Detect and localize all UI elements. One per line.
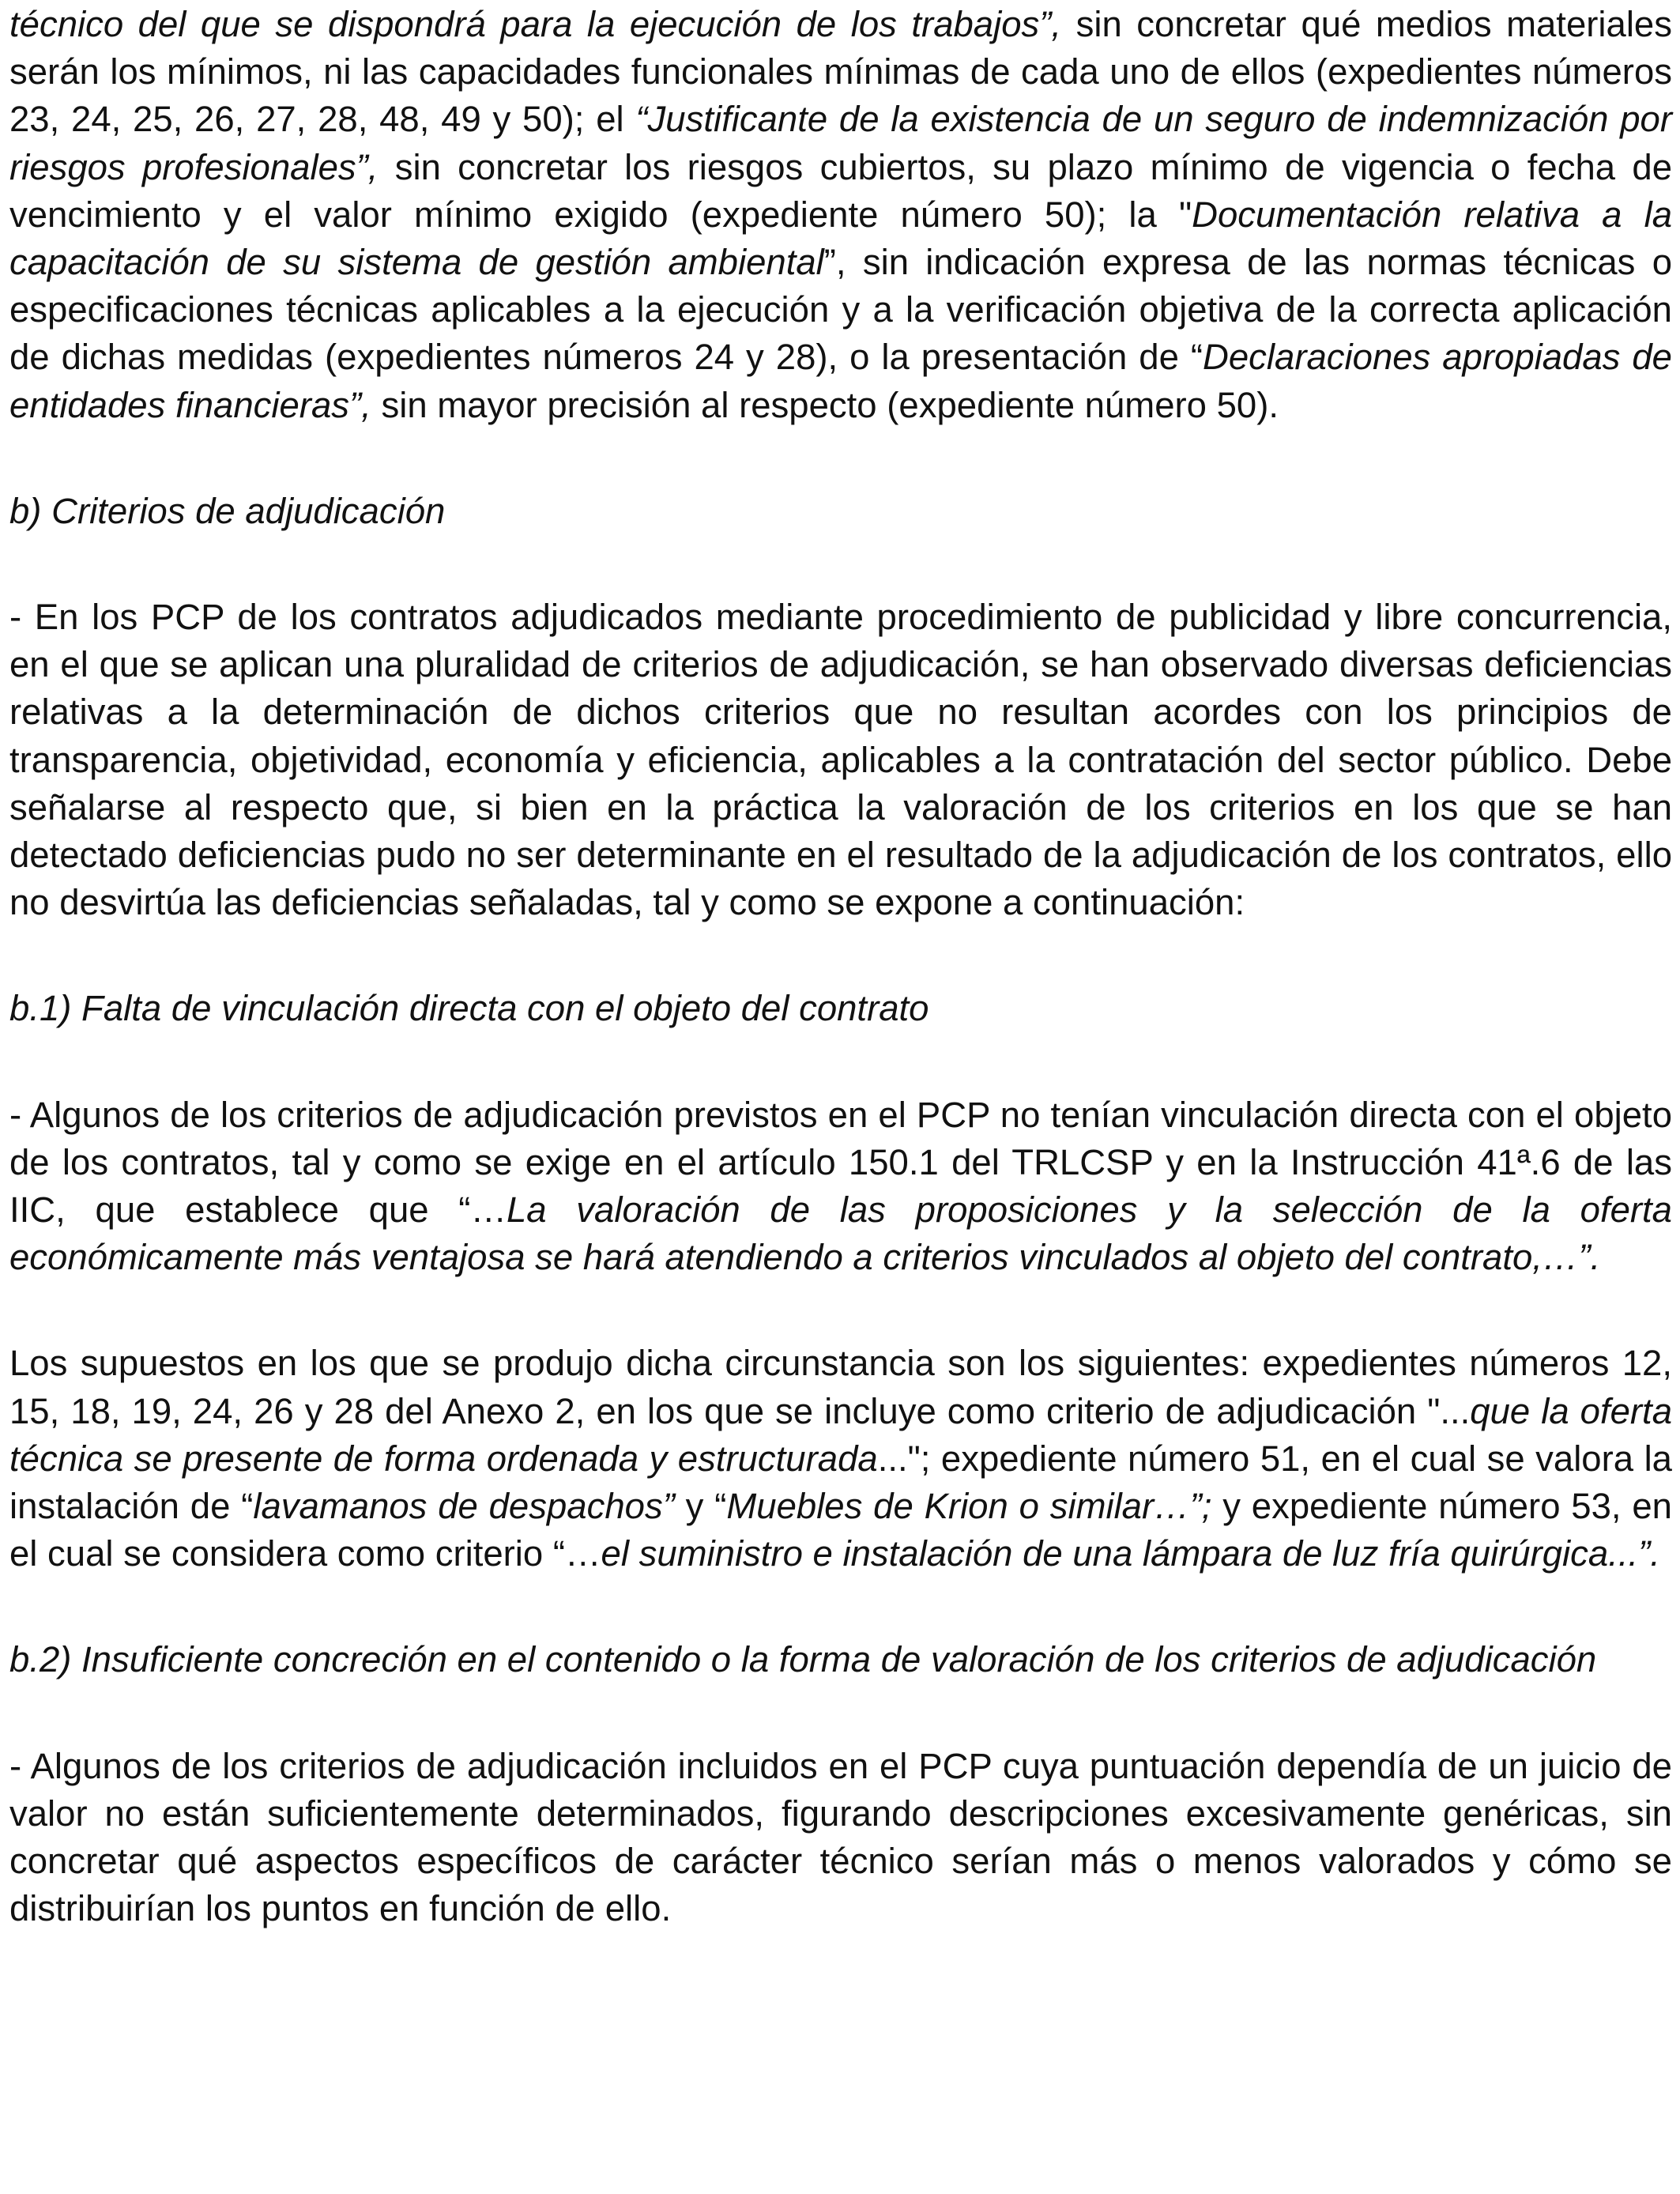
paragraph-juicio-valor [9,1743,1672,1933]
italic-text-run: técnico del que se dispondrá para la ejecución de los trabajos”, [9,4,1062,44]
text-run: y expediente número 53, en el cual se considera como criterio “… [9,1486,1672,1574]
italic-text-run: Muebles de Krion o similar…”; [726,1486,1212,1527]
italic-text-run: “Justificante de la existencia de un seguro de indemnización por riesgos profesionales”, [9,99,1672,187]
text-run: ”, sin indicación expresa de las normas técnicas o especificaciones técnicas aplicables a la ejecución y a la verificación objetiva de la correcta aplicación de dichas medidas (expedientes números 24 y 28), o la presentación de “ [9,242,1672,378]
document-page [9,0,1672,1933]
italic-text-run: Documentación relativa a la capacitación de su sistema de gestión ambiental [9,194,1672,283]
paragraph-vinculacion-objeto [9,1091,1672,1282]
text-run: - Algunos de los criterios de adjudicación incluidos en el PCP cuya puntuación dependía de un juicio de valor no están suficientemente determinados, figurando descripciones excesivamente genéricas, sin concretar qué aspectos específicos de carácter técnico serían más o menos valorados y cómo se distribuirían los puntos en función de ello. [9,1745,1672,1929]
text-run: sin concretar qué medios materiales serán los mínimos, ni las capacidades funcionales mínimas de cada uno de ellos (expedientes números 23, 24, 25, 26, 27, 28, 48, 49 y 50); el [9,4,1672,140]
italic-text-run: Declaraciones apropiadas de entidades financieras”, [9,337,1672,425]
text-run: - En los PCP de los contratos adjudicados mediante procedimiento de publicidad y libre concurrencia, en el que se aplican una pluralidad de criterios de adjudicación, se han observado diversas deficiencias relativas a la determinación de dichos criterios que no resultan acordes con los principios de transparencia, objetividad, economía y eficiencia, aplicables a la contratación del sector público. Debe señalarse al respecto que, si bien en la práctica la valoración de los criterios en los que se han detectado deficiencias pudo no ser determinante en el resultado de la adjudicación de los contratos, ello no desvirtúa las deficiencias señaladas, tal y como se expone a continuación: [9,597,1672,923]
paragraph-medios-materiales [9,1,1672,429]
italic-text-run: el suministro e instalación de una lámpara de luz fría quirúrgica...”. [601,1533,1660,1574]
italic-text-run: lavamanos de despachos” [253,1486,675,1527]
heading-insuficiente-concrecion: b.2) Insuficiente concreción en el contenido o la forma de valoración de los criterios de adjudicación [9,1639,1597,1680]
heading-falta-vinculacion: b.1) Falta de vinculación directa con el objeto del contrato [9,988,929,1029]
italic-text-run: que la oferta técnica se presente de forma ordenada y estructurada [9,1390,1672,1479]
italic-text-run: La valoración de las proposiciones y la selección de la oferta económicamente más ventajosa se hará atendiendo a criterios vinculados al objeto del contrato,…”. [9,1189,1672,1278]
text-run: ..."; expediente número 51, en el cual se valora la instalación de “ [9,1438,1672,1527]
text-run: - Algunos de los criterios de adjudicación previstos en el PCP no tenían vinculación directa con el objeto de los contratos, tal y como se exige en el artículo 150.1 del TRLCSP y en la Instrucción 41ª.6 de las IIC, que establece que “… [9,1094,1672,1231]
text-run: y “ [674,1486,727,1527]
text-run: sin concretar los riesgos cubiertos, su plazo mínimo de vigencia o fecha de vencimiento y el valor mínimo exigido (expediente número 50); la " [9,146,1672,235]
text-run: Los supuestos en los que se produjo dicha circunstancia son los siguientes: expedientes números 12, 15, 18, 19, 24, 26 y 28 del Anexo 2, en los que se incluye como criterio de adjudicación "... [9,1343,1672,1431]
heading-criterios-adjudicacion: b) Criterios de adjudicación [9,490,446,531]
text-run: sin mayor precisión al respecto (expediente número 50). [371,384,1279,425]
paragraph-supuestos [9,1340,1672,1578]
paragraph-deficiencias-criterios [9,594,1672,926]
